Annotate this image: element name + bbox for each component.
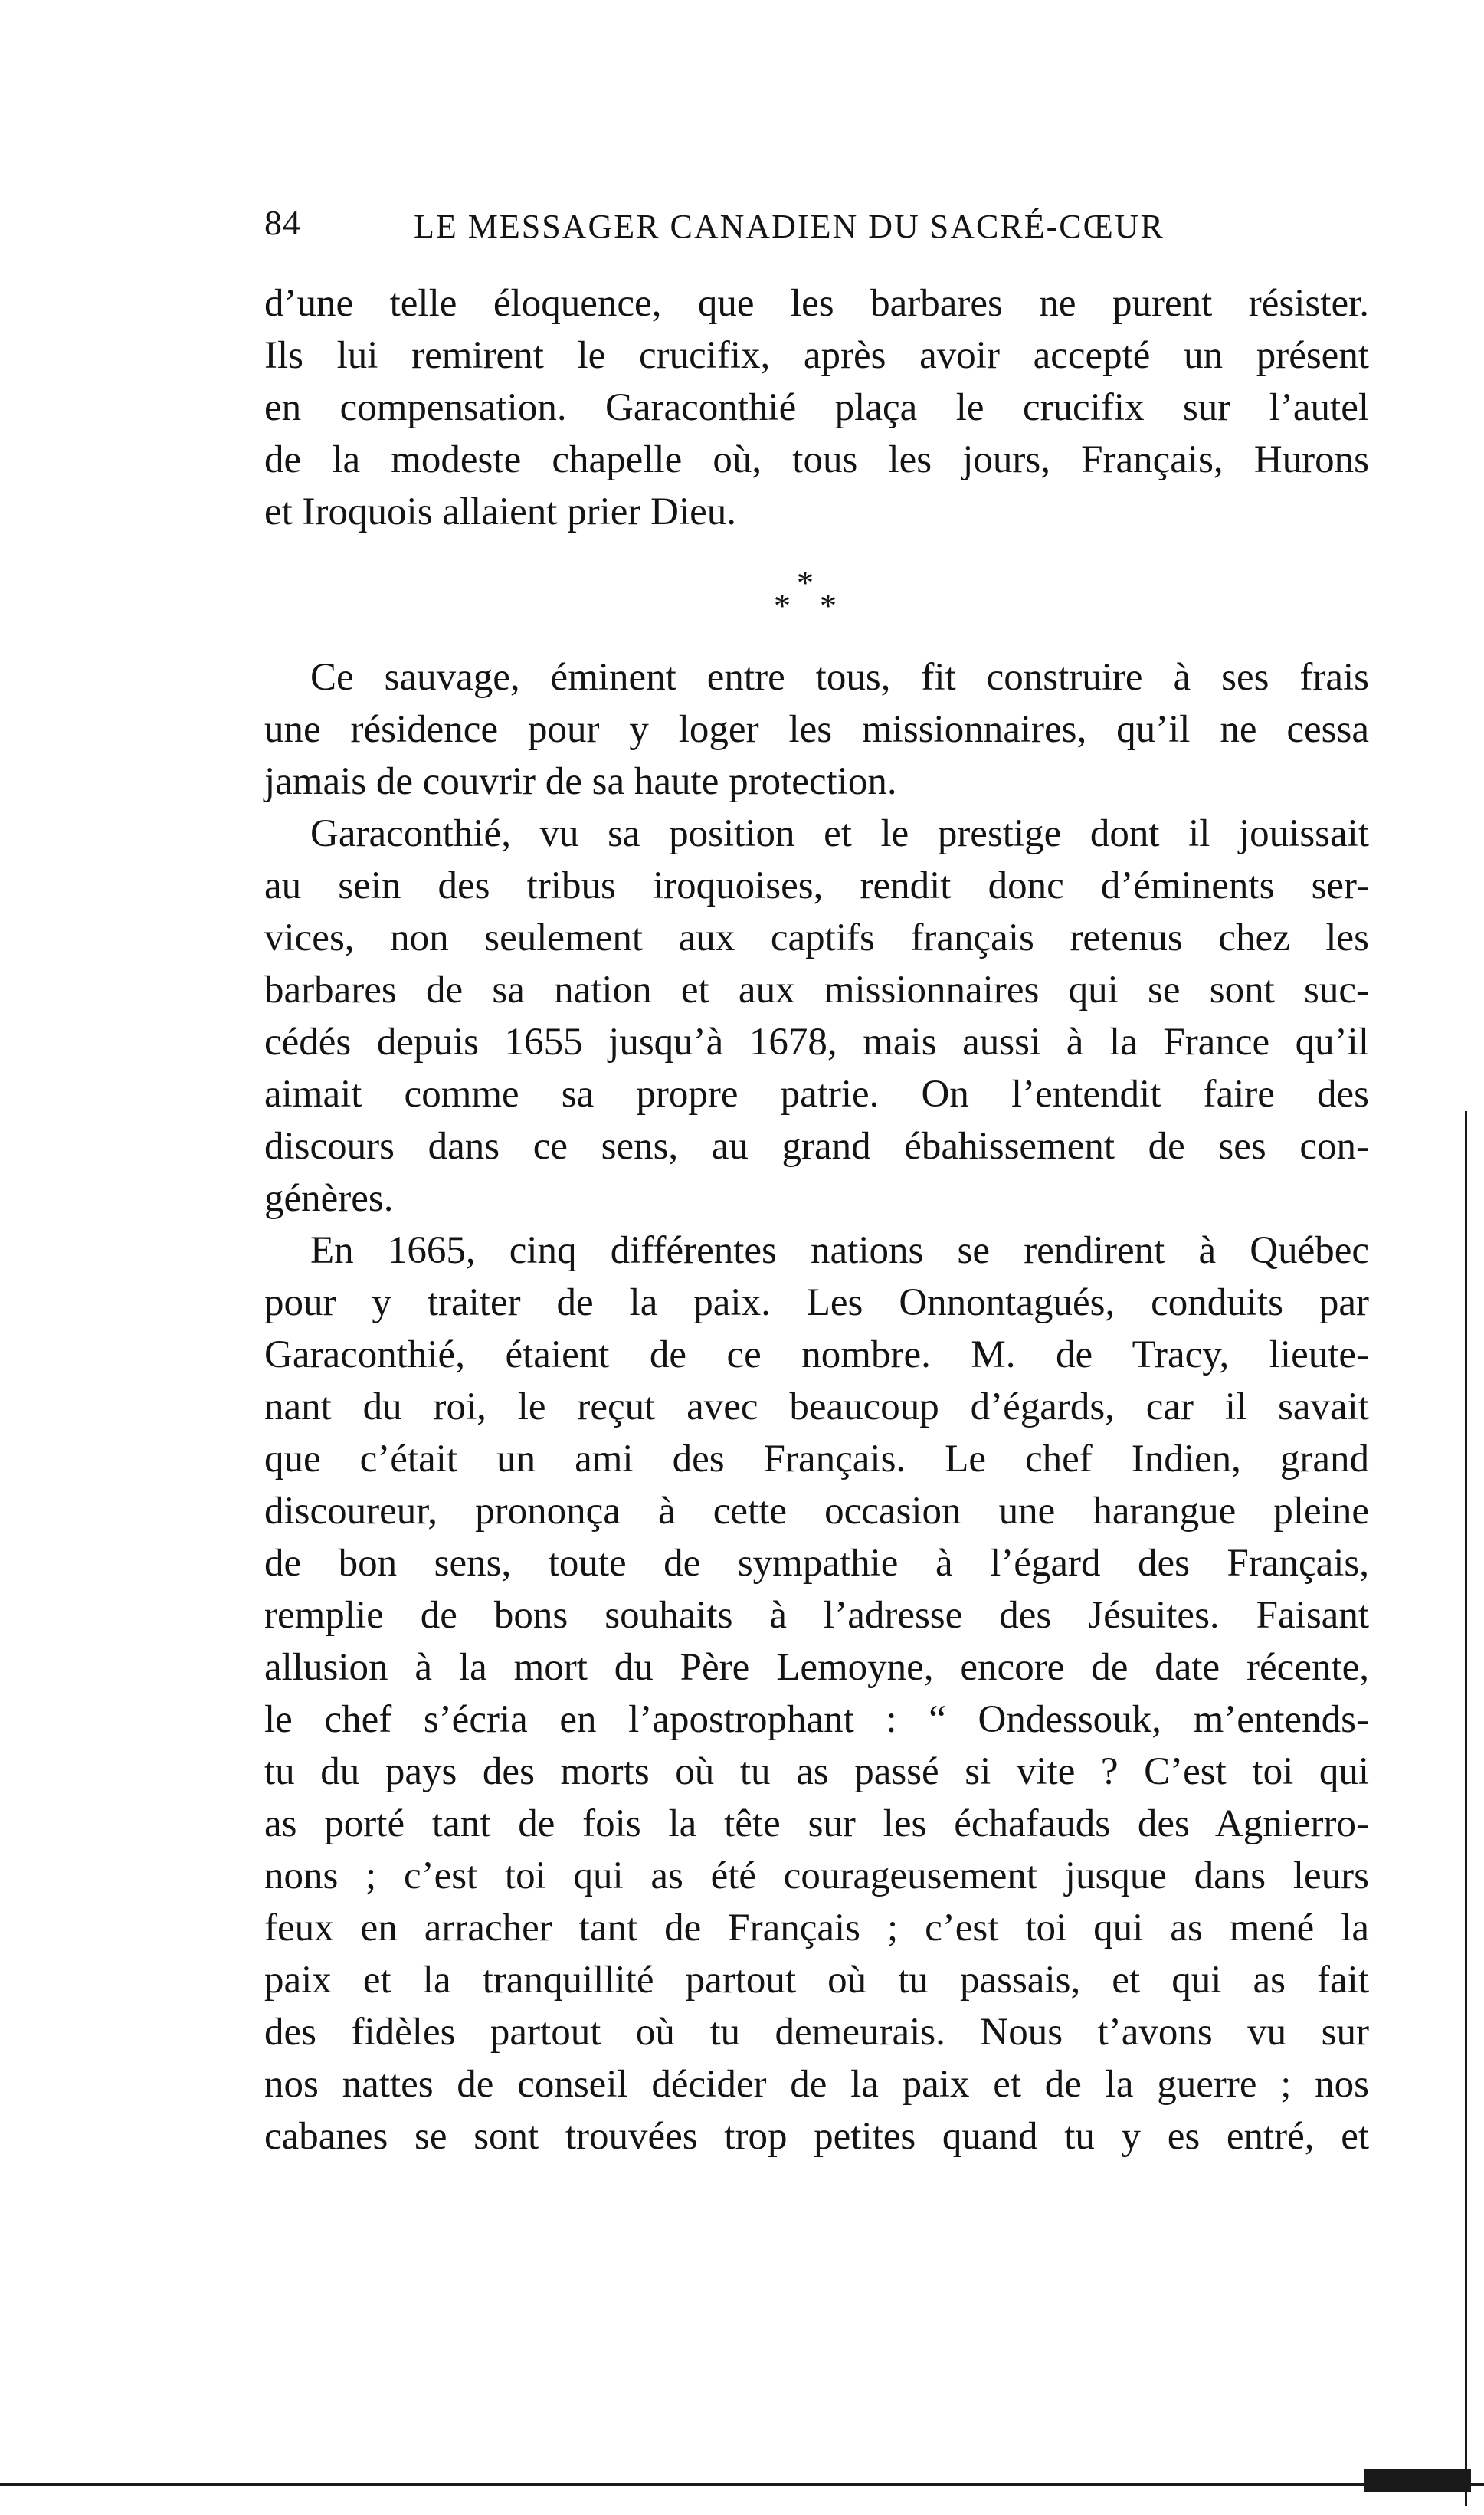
text-line: tu du pays des morts où tu as passé si vite ? C’est toi qui <box>264 1750 1369 1793</box>
text-line: en compensation. Garaconthié plaça le crucifix sur l’autel <box>264 386 1369 429</box>
page-number: 84 <box>264 203 301 242</box>
text-line: au sein des tribus iroquoises, rendit donc d’éminents ser- <box>264 864 1369 907</box>
text-line: jamais de couvrir de sa haute protection. <box>264 760 897 803</box>
text-line: discoureur, prononça à cette occasion une harangue pleine <box>264 1490 1369 1533</box>
text-line: Ils lui remirent le crucifix, après avoir accepté un présent <box>264 334 1369 377</box>
text-line: barbares de sa nation et aux missionnaires qui se sont suc- <box>264 969 1369 1012</box>
text-line: une résidence pour y loger les missionnaires, qu’il ne cessa <box>264 708 1369 751</box>
text-line: aimait comme sa propre patrie. On l’entendit faire des <box>264 1073 1369 1116</box>
text-line: et Iroquois allaient prier Dieu. <box>264 490 737 533</box>
text-line: de bon sens, toute de sympathie à l’égard des Français, <box>264 1542 1369 1585</box>
text-line: nos nattes de conseil décider de la paix et de la guerre ; nos <box>264 2063 1369 2106</box>
text-line: des fidèles partout où tu demeurais. Nous t’avons vu sur <box>264 2011 1369 2054</box>
text-line: Garaconthié, vu sa position et le prestige dont il jouissait <box>310 812 1369 855</box>
text-line: feux en arracher tant de Français ; c’est toi qui as mené la <box>264 1907 1369 1949</box>
text-block-top <box>264 277 1369 538</box>
page-bottom-edge-line <box>0 2483 1484 2486</box>
text-line: génères. <box>264 1177 394 1220</box>
page-edge-line <box>1465 1111 1467 2506</box>
page-header <box>264 198 1375 251</box>
text-line: que c’était un ami des Français. Le chef Indien, grand <box>264 1438 1369 1480</box>
section-ornament-asterism <box>774 563 843 625</box>
text-line: En 1665, cinq différentes nations se rendirent à Québec <box>310 1229 1369 1272</box>
text-line: pour y traiter de la paix. Les Onnontagués, conduits par <box>264 1281 1369 1324</box>
asterisk-mark: * <box>774 587 791 625</box>
text-line: remplie de bons souhaits à l’adresse des Jésuites. Faisant <box>264 1594 1369 1637</box>
text-line: allusion à la mort du Père Lemoyne, encore de date récente, <box>264 1646 1369 1689</box>
text-line: cabanes se sont trouvées trop petites quand tu y es entré, et <box>264 2115 1369 2158</box>
text-line: de la modeste chapelle où, tous les jours, Français, Hurons <box>264 438 1369 481</box>
text-line: Ce sauvage, éminent entre tous, fit construire à ses frais <box>310 656 1369 699</box>
text-line: nant du roi, le reçut avec beaucoup d’égards, car il savait <box>264 1385 1369 1428</box>
text-line: discours dans ce sens, au grand ébahissement de ses con- <box>264 1125 1369 1168</box>
text-line: paix et la tranquillité partout où tu passais, et qui as fait <box>264 1959 1369 2002</box>
running-title: LE MESSAGER CANADIEN DU SACRÉ-CŒUR <box>414 208 1165 245</box>
text-line: Garaconthié, étaient de ce nombre. M. de Tracy, lieute- <box>264 1333 1369 1376</box>
asterisk-mark: * <box>820 587 837 625</box>
text-block-main <box>264 651 1369 2163</box>
text-line: as porté tant de fois la tête sur les échafauds des Agnierro- <box>264 1802 1369 1845</box>
page-corner-shadow <box>1364 2469 1471 2492</box>
text-line: d’une telle éloquence, que les barbares ne purent résister. <box>264 282 1369 325</box>
text-line: vices, non seulement aux captifs français retenus chez les <box>264 916 1369 959</box>
text-line: cédés depuis 1655 jusqu’à 1678, mais aussi à la France qu’il <box>264 1021 1369 1064</box>
text-line: nons ; c’est toi qui as été courageusement jusque dans leurs <box>264 1854 1369 1897</box>
asterisk-mark: * <box>797 564 814 602</box>
text-line: le chef s’écria en l’apostrophant : “ Ondessouk, m’entends- <box>264 1698 1369 1741</box>
